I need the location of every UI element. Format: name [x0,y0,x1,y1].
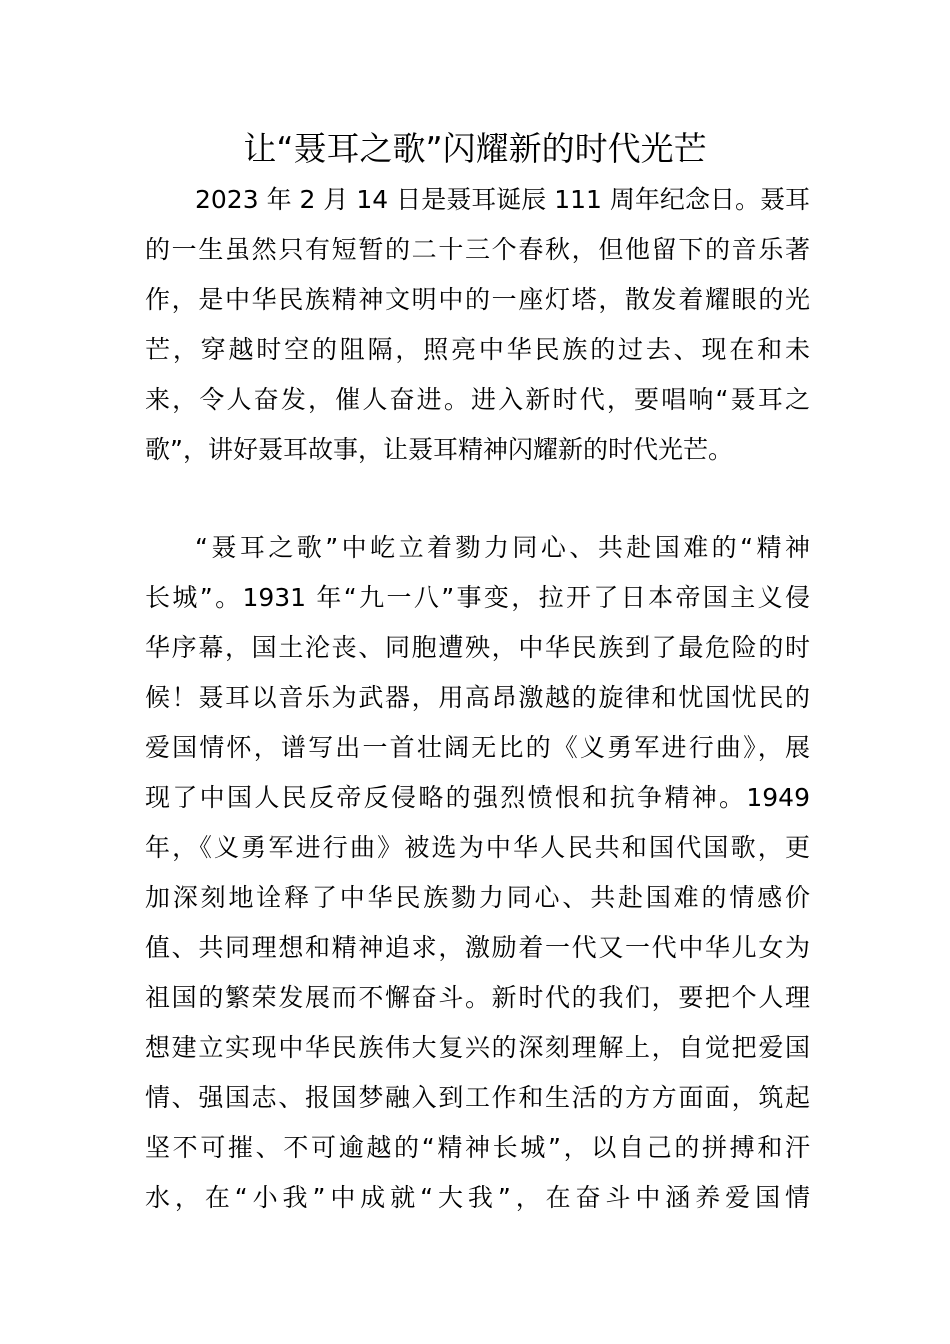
paragraph-2-line-10: 祖国的繁荣发展而不懈奋斗。新时代的我们，要把个人理 [145,983,810,1012]
document-title: 让“聂耳之歌”闪耀新的时代光芒 [243,129,707,168]
paragraph-2-line-13: 坚不可摧、不可逾越的“精神长城”，以自己的拼搏和汗 [145,1133,810,1162]
paragraph-1-line-2: 的一生虽然只有短暂的二十三个春秋，但他留下的音乐著 [145,235,810,264]
paragraph-1-line-5: 来，令人奋发，催人奋进。进入新时代，要唱响“聂耳之 [145,385,810,414]
paragraph-2-line-3: 华序幕，国土沦丧、同胞遭殃，中华民族到了最危险的时 [145,633,810,662]
paragraph-2-line-5: 爱国情怀，谱写出一首壮阔无比的《义勇军进行曲》，展 [145,733,810,762]
paragraph-2-line-6: 现了中国人民反帝反侵略的强烈愤恨和抗争精神。1949 [145,783,810,812]
paragraph-2-line-4: 候！聂耳以音乐为武器，用高昂激越的旋律和忧国忧民的 [145,683,810,712]
paragraph-2-line-11: 想建立实现中华民族伟大复兴的深刻理解上，自觉把爱国 [145,1033,810,1062]
paragraph-2-line-1: “聂耳之歌”中屹立着勠力同心、共赴国难的“精神 [195,533,810,562]
paragraph-1-line-3: 作，是中华民族精神文明中的一座灯塔，散发着耀眼的光 [145,285,810,314]
paragraph-2-line-8: 加深刻地诠释了中华民族勠力同心、共赴国难的情感价 [145,883,810,912]
paragraph-2-line-12: 情、强国志、报国梦融入到工作和生活的方方面面，筑起 [145,1083,810,1112]
paragraph-2-line-7: 年，《义勇军进行曲》被选为中华人民共和国代国歌，更 [145,833,810,862]
paragraph-1-line-4: 芒，穿越时空的阻隔，照亮中华民族的过去、现在和未 [145,335,810,364]
paragraph-2-line-9: 值、共同理想和精神追求，激励着一代又一代中华儿女为 [145,933,810,962]
paragraph-2-line-14: 水，在“小我”中成就“大我”，在奋斗中涵养爱国情 [145,1183,810,1212]
paragraph-2-line-2: 长城”。1931 年“九一八”事变，拉开了日本帝国主义侵 [145,583,810,612]
paragraph-1-line-6: 歌”，讲好聂耳故事，让聂耳精神闪耀新的时代光芒。 [145,435,733,464]
paragraph-1-line-1: 2023 年 2 月 14 日是聂耳诞辰 111 周年纪念日。聂耳 [195,185,810,214]
